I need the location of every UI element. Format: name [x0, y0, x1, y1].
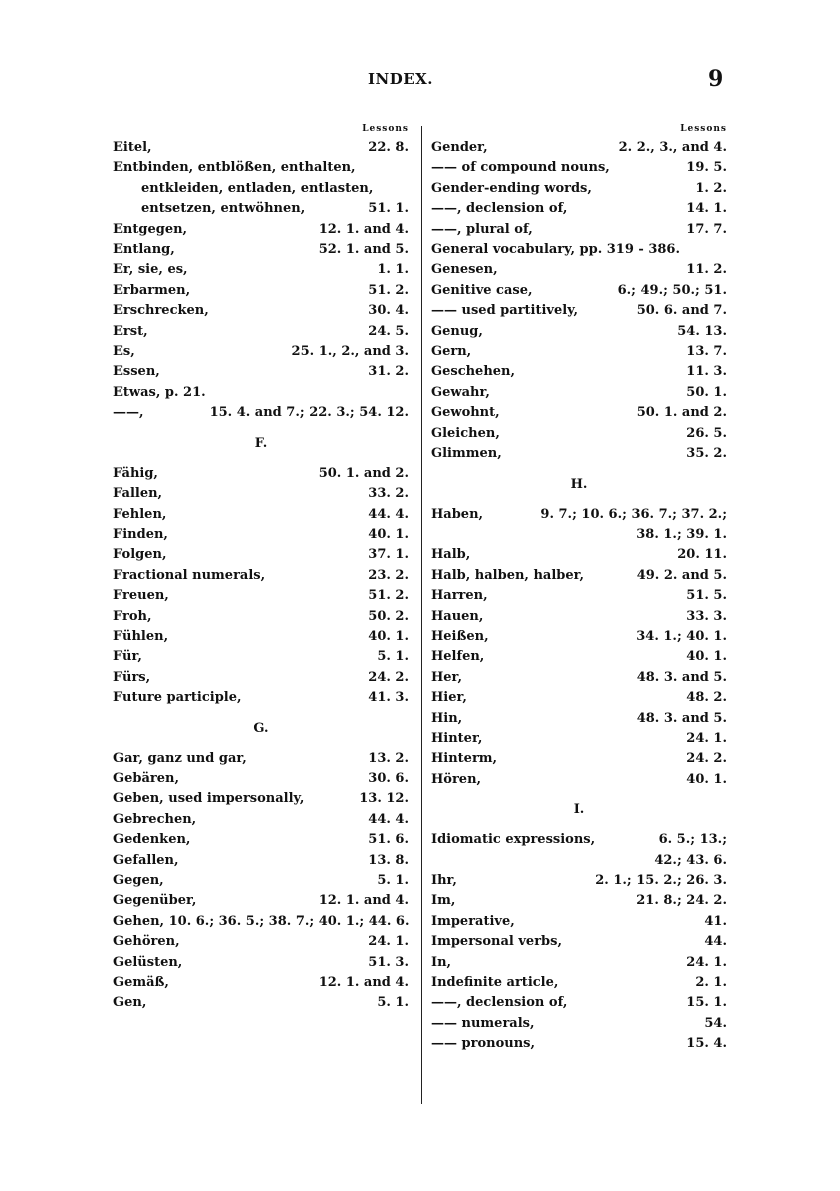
entry-term: Gemäß,: [113, 975, 169, 991]
entry-reference: 44. 4.: [368, 506, 409, 522]
section-letter-g: G.: [253, 720, 269, 736]
index-entry: [113, 322, 409, 342]
entry-term: Hauen,: [431, 608, 484, 624]
entry-term: Entgegen,: [113, 221, 188, 237]
entry-term: Gebären,: [113, 770, 179, 786]
entry-reference: 52. 1. and 5.: [318, 242, 409, 258]
entry-term: Entlang,: [113, 242, 175, 258]
entry-reference: 38. 1.; 39. 1.: [636, 526, 727, 542]
entry-term: Hinter,: [431, 730, 483, 746]
index-entry: [113, 403, 409, 423]
entry-reference: 51. 2.: [368, 588, 409, 604]
entry-reference: 19. 5.: [686, 160, 727, 176]
entry-reference: 13. 8.: [368, 852, 409, 868]
index-entry: [431, 301, 727, 321]
entry-reference: 42.; 43. 6.: [654, 852, 727, 868]
entry-reference: 50. 1.: [686, 384, 727, 400]
entry-term: Helfen,: [431, 649, 485, 665]
entry-term: Geschehen,: [431, 364, 516, 380]
entry-reference: 13. 12.: [359, 791, 409, 807]
entry-reference: 20. 11.: [677, 547, 727, 563]
index-entry: [113, 769, 409, 789]
entry-term: entsetzen, entwöhnen,: [141, 201, 306, 217]
entry-reference: 17. 7.: [686, 221, 727, 237]
entry-reference: 12. 1. and 4.: [318, 893, 409, 909]
index-entry: [431, 770, 727, 790]
entry-term: Gar, ganz und gar,: [113, 750, 247, 766]
entry-reference: 41.: [704, 913, 727, 929]
entry-reference: 51. 3.: [368, 954, 409, 970]
index-entry: [113, 342, 409, 362]
entry-term: Fractional numerals,: [113, 567, 266, 583]
entry-term: Imperative,: [431, 913, 515, 929]
index-entry: [431, 993, 727, 1013]
entry-reference: 41. 3.: [368, 690, 409, 706]
entry-reference: 50. 1. and 2.: [636, 405, 727, 421]
page-header: [0, 66, 840, 96]
page-number: 9: [708, 66, 724, 92]
entry-term: Entbinden, entblößen, enthalten,: [113, 160, 356, 176]
entry-term: Gender,: [431, 140, 488, 155]
index-entry: [113, 281, 409, 301]
entry-term: Genesen,: [431, 262, 498, 278]
entry-reference: 12. 1. and 4.: [318, 221, 409, 237]
index-entry: [113, 851, 409, 871]
entry-reference: 49. 2. and 5.: [636, 567, 727, 583]
index-block-h: [431, 505, 727, 791]
entry-reference: 48. 3. and 5.: [636, 710, 727, 726]
entry-reference: 15. 1.: [686, 995, 727, 1011]
index-entry: [113, 973, 409, 993]
entry-term: Er, sie, es,: [113, 262, 188, 278]
index-entry: [431, 1034, 727, 1054]
entry-term: Fühlen,: [113, 628, 169, 644]
entry-term: Für,: [113, 649, 142, 665]
index-entry: [113, 362, 409, 382]
entry-term: Indefinite article,: [431, 975, 559, 991]
index-entry: [431, 607, 727, 627]
entry-reference: 24. 1.: [686, 954, 727, 970]
entry-term: Gender-ending words,: [431, 180, 592, 196]
entry-reference: 26. 5.: [686, 425, 727, 441]
entry-reference: 5. 1.: [377, 995, 409, 1011]
entry-term: Ihr,: [431, 873, 457, 888]
entry-reference: 30. 4.: [368, 303, 409, 319]
entry-reference: 30. 6.: [368, 770, 409, 786]
index-entry: [113, 953, 409, 973]
index-entry: [431, 179, 727, 199]
entry-reference: 51. 2.: [368, 282, 409, 298]
entry-term: Folgen,: [113, 547, 167, 563]
entry-term: ——,: [113, 405, 144, 421]
index-entry: [431, 668, 727, 688]
index-entry: [431, 260, 727, 280]
index-entry: [113, 647, 409, 667]
index-entry: [431, 403, 727, 423]
index-entry: [431, 545, 727, 565]
index-entry: [431, 383, 727, 403]
entry-term: Gebrechen,: [113, 811, 197, 827]
entry-reference: 51. 1.: [368, 201, 409, 217]
index-entry: [113, 891, 409, 911]
index-entry: [431, 424, 727, 444]
section-letter-h: H.: [570, 476, 588, 492]
index-entry: [431, 322, 727, 342]
entry-term: Gelüsten,: [113, 954, 183, 970]
index-entry: [431, 586, 727, 606]
index-entry: [113, 688, 409, 708]
index-entry: [431, 973, 727, 993]
entry-term: ——, declension of,: [431, 995, 568, 1011]
entry-term: Hinterm,: [431, 751, 498, 767]
index-entry: [431, 932, 727, 952]
index-entry: [113, 627, 409, 647]
index-entry: [113, 260, 409, 280]
entry-reference: 2. 1.: [695, 975, 727, 991]
index-block-g: [113, 749, 409, 1014]
index-entry: [113, 383, 409, 403]
index-entry: [431, 1014, 727, 1034]
entry-term: Gegenüber,: [113, 893, 197, 909]
entry-reference: 50. 2.: [368, 608, 409, 624]
entry-reference: 44.: [704, 934, 727, 950]
index-entry: [431, 709, 727, 729]
entry-term: Froh,: [113, 608, 152, 624]
running-title: INDEX.: [368, 70, 434, 88]
entry-term: Genitive case,: [431, 282, 533, 298]
entry-term: General vocabulary, pp. 319 - 386.: [431, 242, 680, 258]
entry-term: Impersonal verbs,: [431, 934, 562, 950]
index-entry: [431, 912, 727, 932]
column-label: Lessons: [680, 124, 727, 134]
index-entry: [431, 749, 727, 769]
entry-term: Gehören,: [113, 934, 180, 950]
entry-term: Haben,: [431, 506, 484, 522]
entry-term: Essen,: [113, 364, 160, 380]
entry-reference: 54. 13.: [677, 323, 727, 339]
entry-reference: 44. 4.: [368, 811, 409, 827]
entry-reference: 50. 6. and 7.: [636, 303, 727, 319]
index-entry: [113, 505, 409, 525]
entry-reference: 22. 8.: [368, 140, 409, 155]
entry-term: Gefallen,: [113, 852, 179, 868]
entry-reference: 33. 2.: [368, 486, 409, 502]
entry-reference: 48. 3. and 5.: [636, 669, 727, 685]
entry-term: Gedenken,: [113, 832, 191, 848]
entry-term: Gewahr,: [431, 384, 490, 400]
entry-reference: 11. 3.: [686, 364, 727, 380]
index-column-right: [431, 120, 727, 1055]
index-entry: [113, 525, 409, 545]
index-entry: [431, 688, 727, 708]
entry-term: Gen,: [113, 995, 147, 1011]
entry-reference: 12. 1. and 4.: [318, 975, 409, 991]
entry-reference: 34. 1.; 40. 1.: [636, 628, 727, 644]
entry-term: —— used partitively,: [431, 303, 579, 319]
index-entry: [431, 199, 727, 219]
entry-term: —— pronouns,: [431, 1036, 536, 1052]
entry-term: Genug,: [431, 323, 483, 339]
entry-reference: 24. 2.: [686, 751, 727, 767]
entry-reference: 40. 1.: [686, 649, 727, 665]
index-entry: [431, 891, 727, 911]
entry-reference: 24. 2.: [368, 669, 409, 685]
index-entry: [113, 566, 409, 586]
section-letter-i: I.: [573, 802, 585, 818]
entry-reference: 21. 8.; 24. 2.: [636, 893, 727, 909]
entry-reference: 1. 1.: [377, 262, 409, 278]
index-entry: [113, 301, 409, 321]
index-entry: [431, 830, 727, 850]
entry-term: Eitel,: [113, 140, 152, 155]
index-entry: [113, 871, 409, 891]
index-entry: [113, 158, 409, 178]
entry-term: —— of compound nouns,: [431, 160, 610, 176]
entry-reference: 40. 1.: [368, 628, 409, 644]
entry-term: Erst,: [113, 323, 148, 339]
index-entry: [431, 444, 727, 464]
entry-term: Heißen,: [431, 628, 489, 644]
entry-reference: 24. 5.: [368, 323, 409, 339]
index-entry: [113, 607, 409, 627]
index-entry: [431, 342, 727, 362]
entry-term: Hin,: [431, 710, 463, 726]
entry-term: Etwas, p. 21.: [113, 384, 206, 400]
entry-term: Es,: [113, 344, 135, 360]
index-entry: [431, 281, 727, 301]
entry-reference: 50. 1. and 2.: [318, 465, 409, 481]
entry-term: Gewohnt,: [431, 405, 500, 421]
index-entry: [113, 668, 409, 688]
index-entry: [113, 789, 409, 809]
entry-term: entkleiden, entladen, entlasten,: [141, 180, 374, 196]
entry-reference: 1. 2.: [695, 180, 727, 196]
section-letter-f: F.: [254, 435, 268, 451]
index-entry: [431, 158, 727, 178]
index-entry: [113, 240, 409, 260]
index-entry: [113, 545, 409, 565]
entry-reference: 25. 1., 2., and 3.: [291, 344, 409, 360]
entry-reference: 37. 1.: [368, 547, 409, 563]
index-block-i: [431, 830, 727, 1054]
entry-term: Future participle,: [113, 690, 242, 706]
entry-reference: 33. 3.: [686, 608, 727, 624]
column-label: Lessons: [362, 124, 409, 134]
index-entry: [431, 729, 727, 749]
entry-term: Gegen,: [113, 873, 164, 888]
entry-reference: 54.: [704, 1015, 727, 1031]
entry-term: Idiomatic expressions,: [431, 832, 596, 848]
index-block-e: [113, 138, 409, 424]
entry-term: Fehlen,: [113, 506, 167, 522]
index-entry: [431, 953, 727, 973]
entry-term: —— numerals,: [431, 1015, 535, 1031]
entry-reference: 23. 2.: [368, 567, 409, 583]
index-entry: [113, 912, 409, 932]
index-entry: [431, 566, 727, 586]
entry-reference: 6.; 49.; 50.; 51.: [617, 282, 727, 298]
index-entry: [113, 484, 409, 504]
entry-reference: 13. 2.: [368, 750, 409, 766]
index-entry: [113, 199, 409, 219]
index-entry: [113, 993, 409, 1013]
index-entry: [431, 220, 727, 240]
index-block-g-cont: [431, 138, 727, 465]
index-entry: [431, 871, 727, 891]
entry-term: Erbarmen,: [113, 282, 191, 298]
entry-reference: 24. 1.: [368, 934, 409, 950]
index-entry: [431, 240, 727, 260]
entry-term: ——, plural of,: [431, 221, 533, 237]
entry-term: Freuen,: [113, 588, 169, 604]
entry-term: Erschrecken,: [113, 303, 209, 319]
index-entry: [113, 810, 409, 830]
index-column-left: [113, 120, 409, 1014]
entry-reference: 9. 7.; 10. 6.; 36. 7.; 37. 2.;: [540, 506, 727, 522]
index-block-f: [113, 464, 409, 709]
entry-term: Gleichen,: [431, 425, 500, 441]
entry-term: Harren,: [431, 588, 488, 604]
index-entry: [431, 647, 727, 667]
index-entry: [431, 851, 727, 871]
entry-reference: 13. 7.: [686, 344, 727, 360]
column-divider: [421, 126, 422, 1104]
entry-term: Fallen,: [113, 486, 163, 502]
entry-reference: 31. 2.: [368, 364, 409, 380]
entry-term: Hören,: [431, 771, 482, 787]
index-entry: [113, 220, 409, 240]
index-entry: [431, 505, 727, 525]
index-entry: [113, 179, 409, 199]
entry-term: Gern,: [431, 344, 472, 360]
entry-reference: 5. 1.: [377, 649, 409, 665]
entry-reference: 15. 4. and 7.; 22. 3.; 54. 12.: [209, 405, 409, 421]
entry-reference: 2. 2., 3., and 4.: [618, 140, 727, 155]
entry-reference: 2. 1.; 15. 2.; 26. 3.: [595, 873, 727, 888]
entry-term: Her,: [431, 669, 462, 685]
index-entry: [113, 830, 409, 850]
index-entry: [431, 138, 727, 158]
entry-term: Hier,: [431, 690, 467, 706]
entry-term: Gehen, 10. 6.; 36. 5.; 38. 7.; 40. 1.; 44. 6.: [113, 913, 410, 929]
entry-reference: 40. 1.: [686, 771, 727, 787]
index-entry: [113, 586, 409, 606]
index-entry: [431, 627, 727, 647]
entry-term: Fürs,: [113, 669, 151, 685]
entry-term: Halb,: [431, 547, 471, 563]
entry-reference: 15. 4.: [686, 1036, 727, 1052]
entry-reference: 24. 1.: [686, 730, 727, 746]
index-entry: [113, 464, 409, 484]
entry-reference: 48. 2.: [686, 690, 727, 706]
index-entry: [113, 138, 409, 158]
entry-term: Finden,: [113, 526, 168, 542]
entry-reference: 5. 1.: [377, 873, 409, 888]
entry-term: Geben, used impersonally,: [113, 791, 305, 807]
entry-reference: 51. 6.: [368, 832, 409, 848]
entry-term: ——, declension of,: [431, 201, 568, 217]
entry-term: Halb, halben, halber,: [431, 567, 585, 583]
entry-reference: 14. 1.: [686, 201, 727, 217]
entry-term: Im,: [431, 893, 456, 909]
entry-reference: 6. 5.; 13.;: [658, 832, 727, 848]
entry-reference: 35. 2.: [686, 446, 727, 462]
index-entry: [431, 525, 727, 545]
entry-term: In,: [431, 954, 452, 970]
entry-reference: 40. 1.: [368, 526, 409, 542]
index-entry: [431, 362, 727, 382]
index-entry: [113, 749, 409, 769]
entry-reference: 11. 2.: [686, 262, 727, 278]
entry-reference: 51. 5.: [686, 588, 727, 604]
index-entry: [113, 932, 409, 952]
entry-term: Fähig,: [113, 465, 158, 481]
entry-term: Glimmen,: [431, 446, 502, 462]
